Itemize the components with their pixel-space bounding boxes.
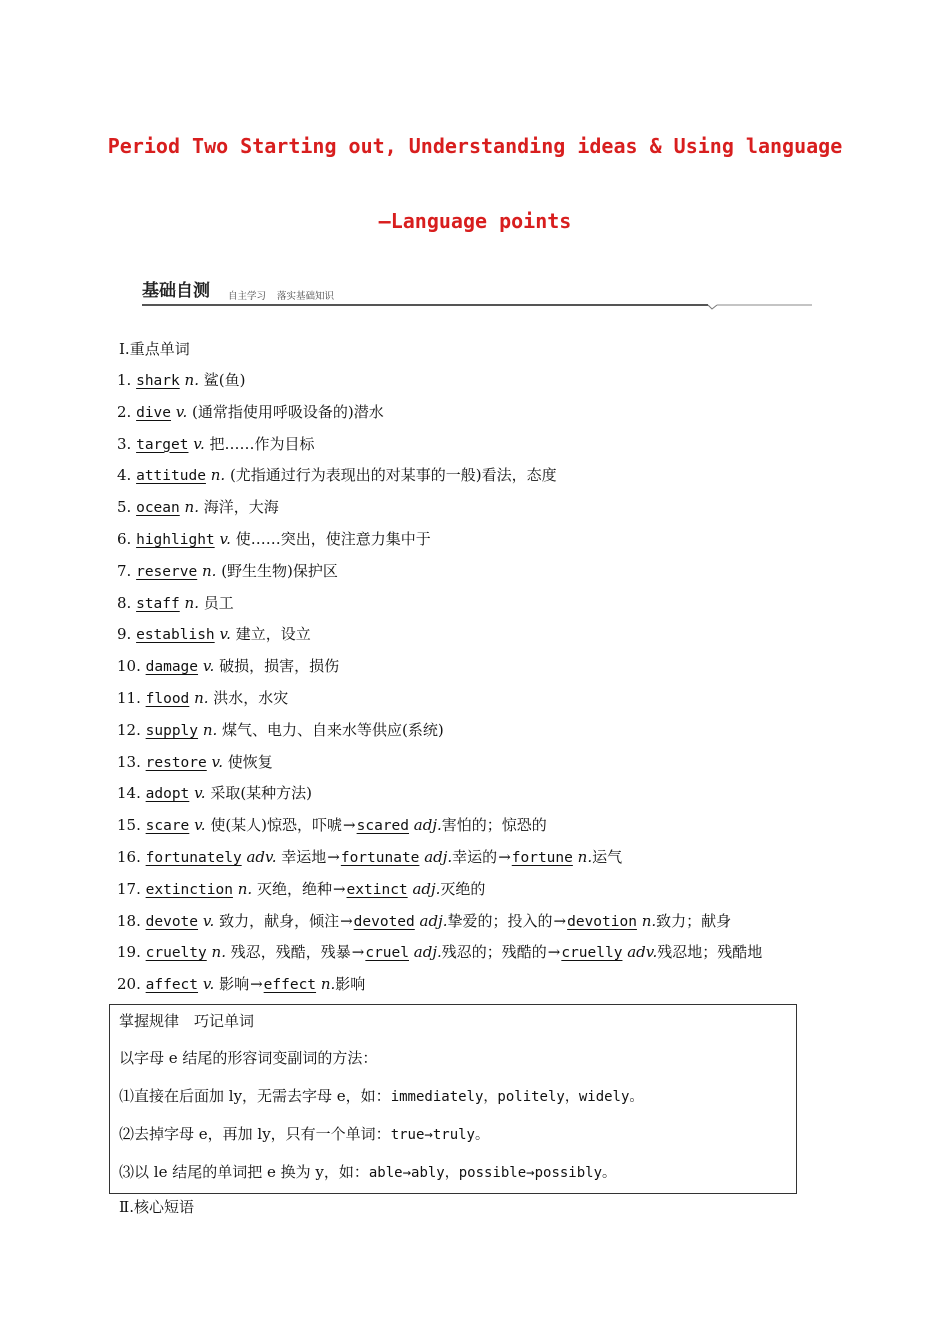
vocab-meaning: 幸运地	[281, 847, 327, 866]
derived-word: fortune	[511, 849, 573, 866]
vocab-item	[117, 970, 762, 1002]
vocab-item	[117, 652, 762, 684]
arrow-icon: →	[547, 943, 561, 962]
vocab-meaning: (野生生物)保护区	[221, 561, 338, 580]
vocab-word: highlight	[136, 531, 215, 548]
tip-rule-1-lead: ⑴直接在后面加 ly，无需去字母 e，如：	[119, 1087, 391, 1105]
vocab-pos: adv.	[246, 847, 277, 866]
vocab-item	[117, 398, 762, 430]
vocab-item	[117, 461, 762, 493]
vocab-pos: v.	[194, 784, 206, 803]
vocab-word: staff	[136, 595, 180, 612]
page-title-line1: Period Two Starting out, Understanding ideas & Using language	[107, 134, 843, 158]
derived-pos: adj.	[419, 911, 448, 930]
vocab-meaning: 残忍，残酷，残暴	[230, 943, 351, 962]
derived-pos: adv.	[627, 943, 658, 962]
vocab-item	[117, 589, 762, 621]
derived-meaning: 害怕的；惊恐的	[441, 816, 547, 835]
vocab-item	[117, 938, 762, 970]
vocab-item	[117, 620, 762, 652]
page-title-line2: —Language points	[378, 209, 572, 233]
vocab-word: ocean	[136, 500, 180, 517]
section-heading-vocab: Ⅰ.重点单词	[119, 340, 190, 358]
derived-pos: n.	[641, 911, 657, 930]
tip-box	[109, 1004, 797, 1194]
vocab-item	[117, 716, 762, 748]
vocab-number: 7.	[117, 561, 132, 580]
arrow-icon: →	[250, 975, 263, 994]
vocab-pos: n.	[211, 943, 226, 962]
vocab-meaning: 影响	[219, 975, 250, 994]
vocab-item	[117, 525, 762, 557]
derived-word: cruel	[365, 945, 409, 962]
derived-meaning: 灭绝的	[440, 879, 486, 898]
vocab-item	[117, 875, 762, 907]
vocab-item	[117, 684, 762, 716]
derived-word: cruelly	[561, 945, 623, 962]
arrow-icon: →	[498, 847, 511, 866]
vocab-meaning: 海洋，大海	[203, 498, 279, 517]
vocab-pos: n.	[210, 466, 226, 485]
vocab-list	[117, 366, 762, 1002]
vocab-meaning: 煤气、电力、自来水等供应(系统)	[222, 720, 444, 739]
vocab-meaning: (通常指使用呼吸设备的)潜水	[192, 402, 384, 421]
vocab-word: scare	[145, 818, 190, 835]
vocab-number: 19.	[117, 943, 141, 962]
vocab-number: 9.	[117, 625, 132, 644]
vocab-word: cruelty	[145, 945, 207, 962]
vocab-pos: v.	[202, 911, 215, 930]
vocab-pos: v.	[202, 975, 215, 994]
banner-sub2: 落实基础知识	[277, 291, 335, 302]
derived-word: extinct	[346, 881, 408, 898]
vocab-meaning: 破损，损害，损伤	[219, 657, 340, 676]
derived-pos: adj.	[413, 943, 442, 962]
vocab-pos: v.	[211, 752, 223, 771]
derived-word: effect	[263, 977, 317, 994]
derived-pos: adj.	[424, 847, 453, 866]
vocab-meaning: 使(某人)惊恐，吓唬	[210, 816, 343, 835]
tip-intro: 以字母 e 结尾的形容词变副词的方法：	[119, 1049, 378, 1067]
vocab-number: 6.	[117, 529, 132, 548]
vocab-word: reserve	[136, 563, 198, 580]
vocab-meaning: 使恢复	[227, 752, 273, 771]
vocab-meaning: 把……作为目标	[209, 434, 315, 453]
vocab-item	[117, 748, 762, 780]
vocab-pos: v.	[202, 657, 215, 676]
vocab-word: damage	[145, 659, 199, 676]
vocab-word: dive	[136, 404, 172, 421]
arrow-icon: →	[340, 911, 353, 930]
derived-pos: n.	[577, 847, 593, 866]
vocab-meaning: 致力，献身，倾注	[219, 911, 340, 930]
vocab-number: 11.	[117, 688, 141, 707]
vocab-meaning: 鲨(鱼)	[203, 371, 246, 389]
vocab-word: extinction	[145, 881, 233, 898]
banner-sub1: 自主学习	[228, 291, 267, 302]
vocab-number: 16.	[117, 847, 141, 866]
vocab-number: 5.	[117, 498, 132, 517]
tip-rule-3	[119, 1161, 616, 1182]
vocab-number: 4.	[117, 466, 132, 485]
tip-rule-3-lead: ⑶以 le 结尾的单词把 e 换为 y，如：	[119, 1163, 369, 1181]
derived-meaning: 挚爱的；投入的	[447, 911, 553, 930]
vocab-meaning: (尤指通过行为表现出的对某事的一般)看法，态度	[229, 466, 557, 485]
arrow-icon: →	[343, 816, 356, 835]
vocab-word: shark	[136, 373, 180, 389]
vocab-pos: v.	[175, 402, 188, 421]
vocab-word: attitude	[136, 468, 206, 485]
vocab-meaning: 灭绝，绝种	[256, 879, 332, 898]
derived-meaning: 幸运的	[452, 847, 498, 866]
vocab-meaning: 洪水，水灾	[213, 688, 289, 707]
derived-meaning: 残忍的；残酷的	[441, 943, 547, 962]
vocab-number: 3.	[117, 434, 132, 453]
derived-meaning: 运气	[592, 847, 623, 866]
tip-rule-2-lead: ⑵去掉字母 e，再加 ly，只有一个单词：	[119, 1125, 391, 1143]
derived-pos: adj.	[413, 816, 442, 835]
vocab-item	[117, 811, 762, 843]
vocab-number: 15.	[117, 816, 141, 835]
vocab-item	[117, 557, 762, 589]
tip-rule-1-example: immediately，politely，widely。	[390, 1089, 644, 1105]
vocab-pos: v.	[193, 434, 205, 453]
vocab-word: target	[136, 436, 189, 453]
section-banner	[142, 276, 812, 310]
vocab-pos: n.	[237, 879, 253, 898]
tip-rule-2	[119, 1123, 489, 1144]
vocab-word: adopt	[145, 786, 190, 803]
vocab-pos: n.	[201, 561, 217, 580]
vocab-pos: n.	[194, 688, 209, 707]
tip-rule-3-example: able→ably，possible→possibly。	[368, 1165, 617, 1181]
vocab-pos: v.	[194, 816, 206, 835]
tip-rule-2-example: true→truly。	[390, 1127, 489, 1143]
vocab-number: 12.	[117, 720, 141, 739]
vocab-number: 8.	[117, 593, 132, 612]
vocab-word: establish	[136, 627, 215, 644]
vocab-item	[117, 430, 762, 462]
vocab-number: 1.	[117, 371, 132, 389]
vocab-number: 18.	[117, 911, 141, 930]
vocab-meaning: 建立，设立	[235, 625, 311, 644]
vocab-item	[117, 779, 762, 811]
vocab-pos: n.	[184, 371, 199, 389]
arrow-icon: →	[327, 847, 340, 866]
vocab-item	[117, 366, 762, 398]
vocab-word: fortunately	[145, 849, 242, 866]
derived-word: devotion	[567, 913, 637, 930]
arrow-icon: →	[332, 879, 346, 898]
arrow-icon: →	[553, 911, 567, 930]
derived-pos: adj.	[412, 879, 441, 898]
vocab-number: 17.	[117, 879, 141, 898]
vocab-word: devote	[145, 913, 199, 930]
tip-rule-1	[119, 1085, 643, 1106]
tip-heading: 掌握规律 巧记单词	[119, 1012, 255, 1030]
vocab-number: 10.	[117, 657, 141, 676]
vocab-number: 13.	[117, 752, 141, 771]
vocab-meaning: 员工	[203, 593, 234, 612]
banner-divider	[142, 304, 812, 310]
vocab-pos: v.	[219, 529, 231, 548]
vocab-meaning: 采取(某种方法)	[210, 784, 313, 803]
arrow-icon: →	[351, 943, 365, 962]
vocab-pos: n.	[184, 593, 199, 612]
derived-word: scared	[356, 818, 410, 835]
vocab-meaning: 使……突出，使注意力集中于	[235, 529, 431, 548]
banner-main-label: 基础自测	[142, 281, 210, 301]
vocab-word: restore	[145, 754, 207, 771]
vocab-item	[117, 843, 762, 875]
banner-subtitle	[228, 288, 342, 302]
derived-meaning: 残忍地；残酷地	[657, 943, 763, 962]
vocab-word: affect	[145, 977, 199, 994]
vocab-item	[117, 907, 762, 939]
derived-word: devoted	[353, 913, 415, 930]
derived-word: fortunate	[340, 849, 420, 866]
vocab-number: 20.	[117, 975, 141, 994]
vocab-pos: n.	[202, 720, 218, 739]
vocab-item	[117, 493, 762, 525]
vocab-number: 14.	[117, 784, 141, 803]
derived-pos: n.	[320, 975, 336, 994]
section-heading-phrases: Ⅱ.核心短语	[119, 1198, 194, 1216]
derived-meaning: 致力；献身	[656, 911, 732, 930]
derived-meaning: 影响	[335, 975, 366, 994]
vocab-number: 2.	[117, 402, 132, 421]
vocab-pos: n.	[184, 498, 199, 517]
vocab-pos: v.	[219, 625, 231, 644]
vocab-word: supply	[145, 722, 199, 739]
vocab-word: flood	[145, 690, 190, 707]
